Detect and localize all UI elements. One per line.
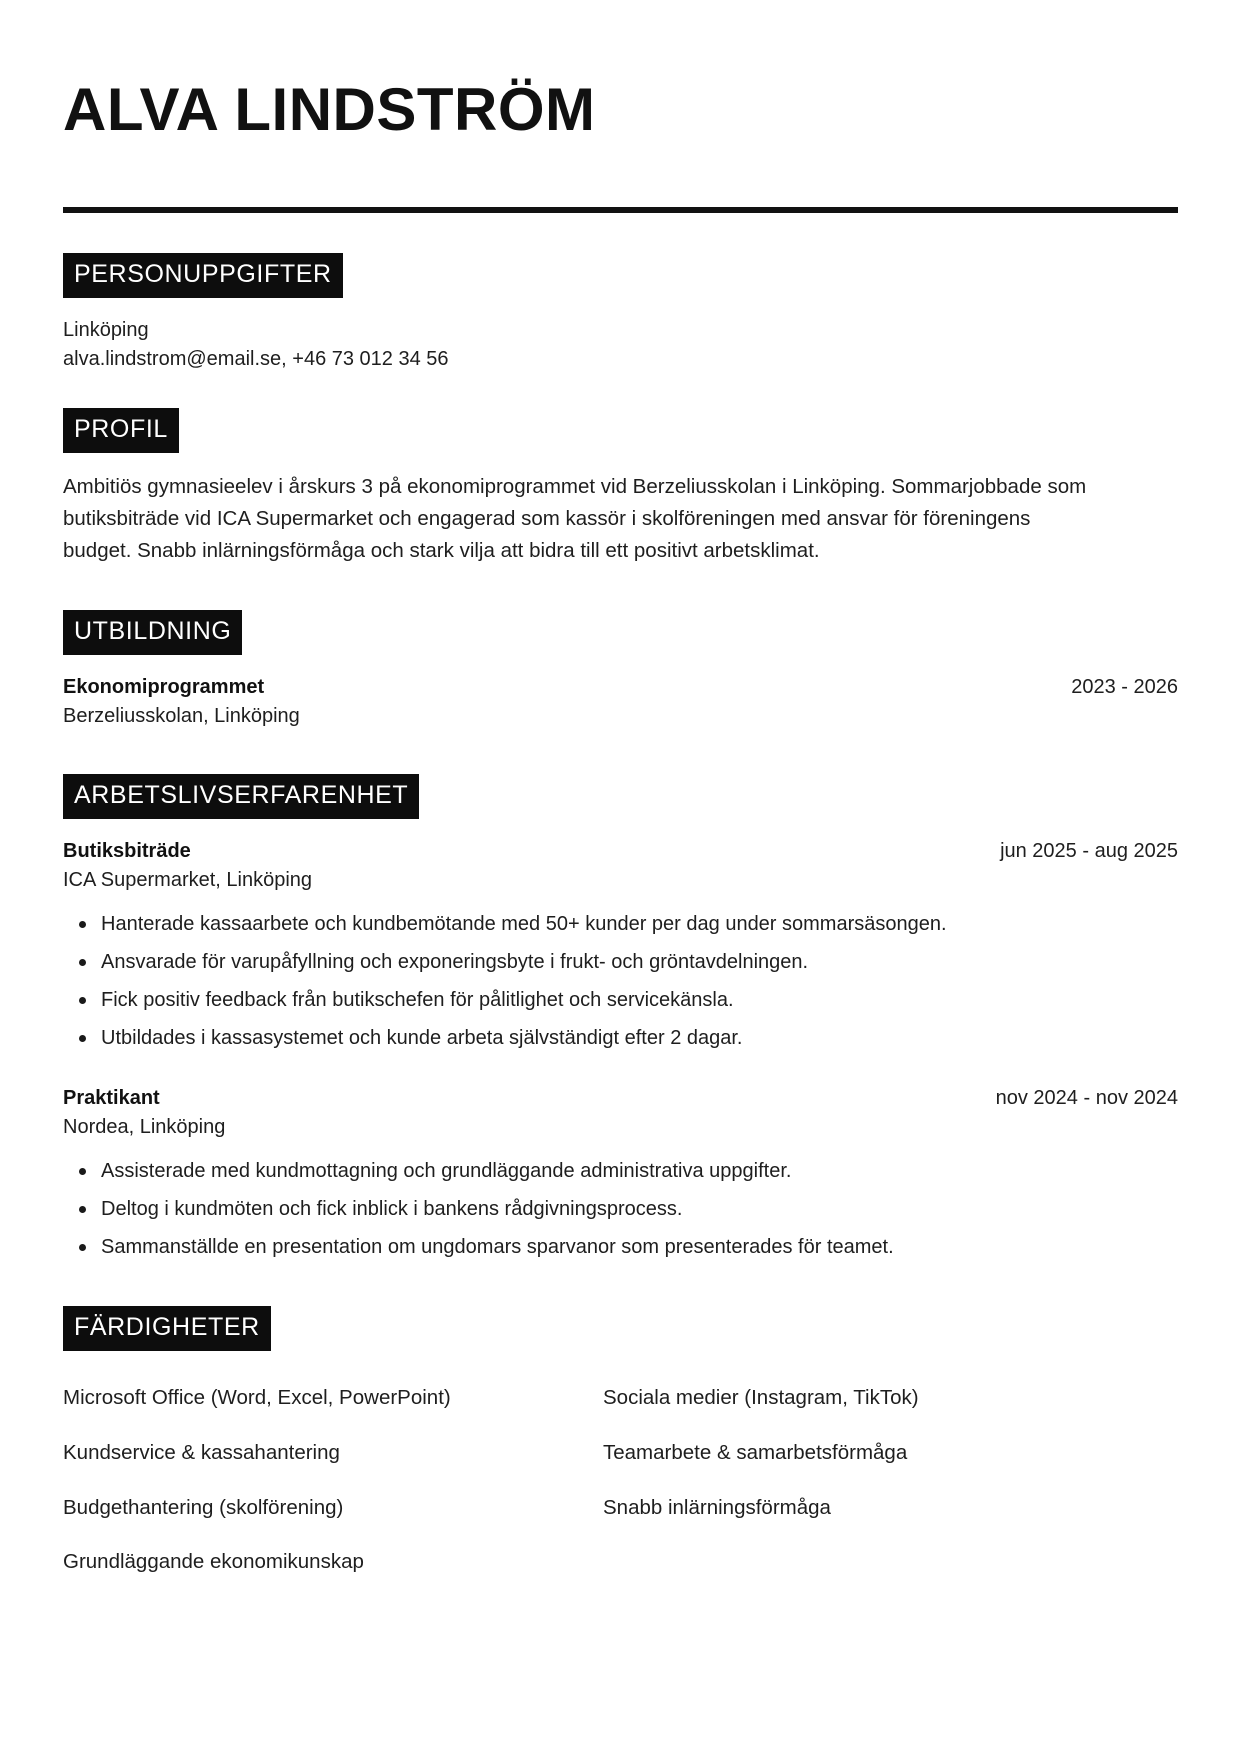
education-entry-header [63,673,1178,701]
skill-item: Grundläggande ekonomikunskap [63,1550,364,1574]
contact-block [63,316,1178,374]
skill-item: Kundservice & kassahantering [63,1440,340,1464]
experience-job-title: Praktikant [63,1087,160,1110]
header-divider [63,207,1178,213]
section-heading-skills: FÄRDIGHETER [63,1306,271,1351]
section-personal-details [63,253,1178,374]
page-title: ALVA LINDSTRÖM [63,76,596,143]
experience-job-title: Butiksbiträde [63,840,191,863]
education-date-range: 2023 - 2026 [1071,676,1178,699]
experience-date-range: nov 2024 - nov 2024 [995,1087,1178,1110]
list-item: Hanterade kassaarbete och kundbemötande med 50+ kunder per dag under sommarsäsongen. [101,910,1178,939]
contact-location: Linköping [63,319,149,341]
list-item: Deltog i kundmöten och fick inblick i bankens rådgivningsprocess. [101,1195,1178,1224]
section-heading-education: UTBILDNING [63,610,242,655]
experience-employer: ICA Supermarket, Linköping [63,869,313,892]
education-institution: Berzeliusskolan, Linköping [63,705,300,728]
education-degree: Ekonomiprogrammet [63,676,265,699]
experience-bullet-list [63,1157,1178,1262]
experience-entry [63,1084,1178,1262]
entry-spacer [63,1062,1178,1084]
skill-item: Budgethantering (skolförening) [63,1495,344,1519]
contact-email-phone: alva.lindstrom@email.se, +46 73 012 34 56 [63,348,449,370]
skills-grid [63,1371,1103,1590]
experience-entry-header [63,1084,1178,1112]
experience-employer: Nordea, Linköping [63,1116,226,1139]
section-heading-personal-details: PERSONUPPGIFTER [63,253,343,298]
section-profile [63,408,1178,566]
section-work-experience [63,774,1178,1262]
list-item: Fick positiv feedback från butikschefen för pålitlighet och servicekänsla. [101,986,1178,1015]
experience-bullet-list [63,910,1178,1053]
list-item: Sammanställde en presentation om ungdomars sparvanor som presenterades för teamet. [101,1233,1178,1262]
skill-item: Microsoft Office (Word, Excel, PowerPoint) [63,1386,451,1410]
experience-date-range: jun 2025 - aug 2025 [1000,840,1178,863]
section-heading-profile: PROFIL [63,408,179,453]
list-item: Ansvarade för varupåfyllning och exponeringsbyte i frukt- och gröntavdelningen. [101,948,1178,977]
skill-item: Sociala medier (Instagram, TikTok) [603,1386,919,1410]
profile-summary-text: Ambitiös gymnasieelev i årskurs 3 på ekonomiprogrammet vid Berzeliusskolan i Linköping. Sommarjobbade som butiksbiträde vid ICA Supermarket och engagerad som kassör i skolföreningen med ansvar för föreningens budget. Snabb inlärningsförmåga och stark vilja att bidra till ett positivt arbetsklimat. [63,475,1087,562]
list-item: Assisterade med kundmottagning och grundläggande administrativa uppgifter. [101,1157,1178,1186]
experience-entry [63,837,1178,1053]
list-item: Utbildades i kassasystemet och kunde arbeta självständigt efter 2 dagar. [101,1024,1178,1053]
section-heading-work-experience: ARBETSLIVSERFARENHET [63,774,419,819]
experience-entry-header [63,837,1178,865]
skill-item: Teamarbete & samarbetsförmåga [603,1440,908,1464]
section-skills [63,1306,1178,1590]
skill-item: Snabb inlärningsförmåga [603,1495,831,1519]
education-entry [63,673,1178,730]
section-education [63,610,1178,730]
